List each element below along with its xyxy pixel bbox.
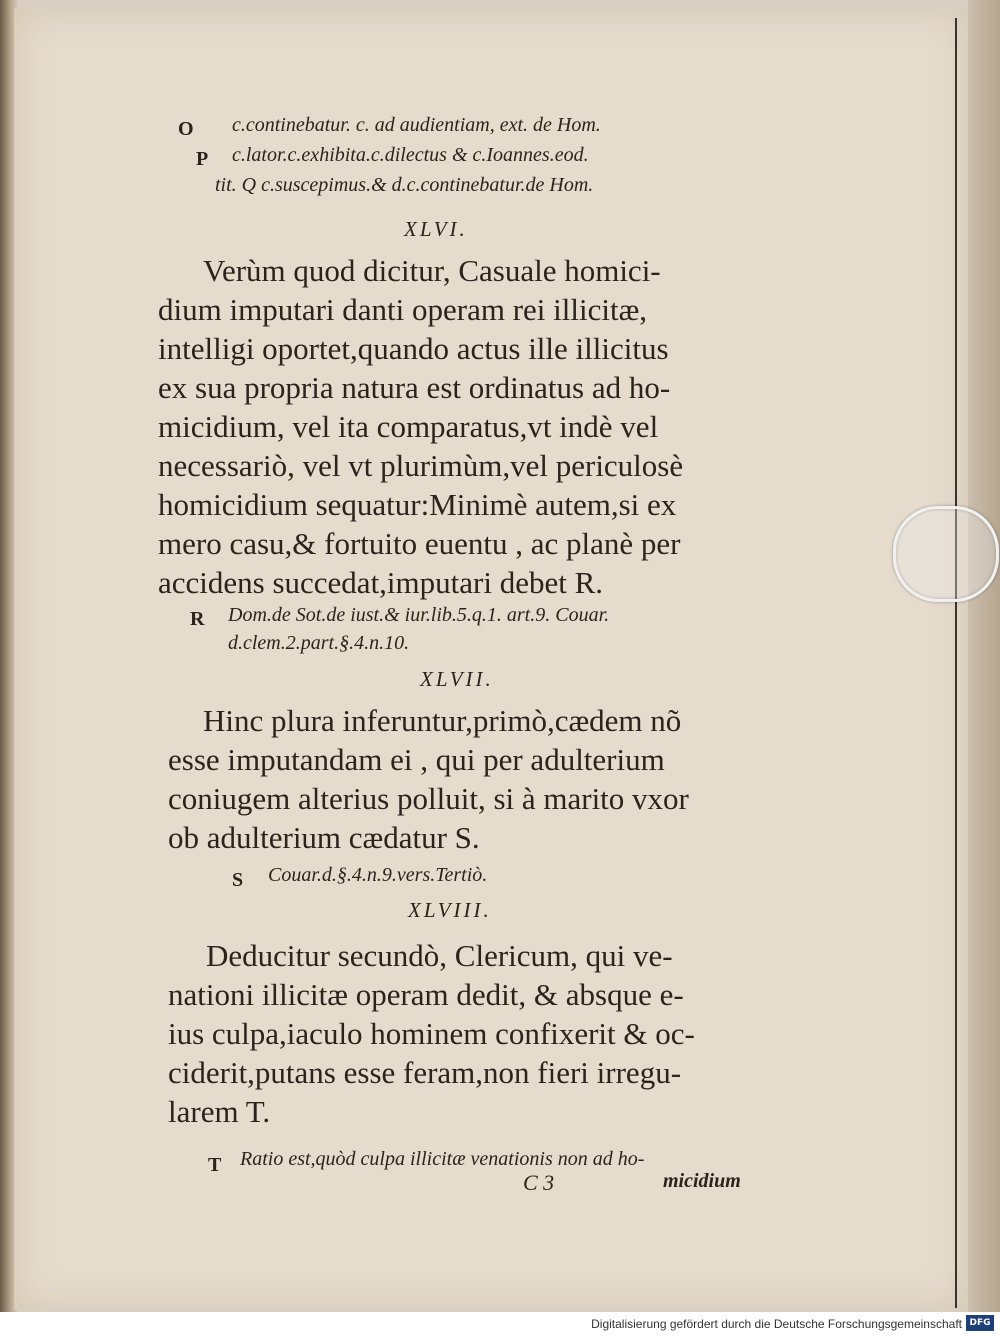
note-marker: T: [208, 1154, 222, 1176]
note-marker: P: [196, 148, 209, 170]
body-line: Deducitur secundò, Clericum, qui ve-: [206, 938, 673, 973]
body-line: homicidium sequatur:Minimè autem,si ex: [158, 487, 677, 522]
note-line: Ratio est,quòd culpa illicitæ venationis non ad ho-: [240, 1148, 645, 1170]
footer-bar: [0, 1312, 1000, 1336]
body-line: accidens succedat,imputari debet R.: [158, 565, 604, 600]
section-heading: XLVI.: [404, 217, 468, 241]
body-line: intelligi oportet,quando actus ille illicitus: [158, 331, 669, 366]
signature-mark: C 3: [523, 1170, 555, 1195]
body-line: micidium, vel ita comparatus,vt indè vel: [158, 409, 659, 444]
section-heading: XLVIII.: [408, 898, 492, 922]
note-marker: S: [232, 869, 244, 891]
body-line: necessariò, vel vt plurimùm,vel periculosè: [158, 448, 684, 483]
note-line: c.continebatur. c. ad audientiam, ext. de Hom.: [232, 114, 601, 136]
body-line: larem T.: [168, 1094, 271, 1129]
body-line: coniugem alterius polluit, si à marito vxor: [168, 781, 689, 816]
dfg-logo-icon: DFG: [966, 1315, 994, 1331]
note-line: c.lator.c.exhibita.c.dilectus & c.Ioannes.eod.: [232, 144, 589, 166]
catchword: micidium: [663, 1170, 741, 1192]
page-edge: [968, 0, 1000, 1312]
note-line: Couar.d.§.4.n.9.vers.Tertiò.: [268, 864, 488, 886]
note-line: tit. Q c.suscepimus.& d.c.continebatur.de Hom.: [215, 174, 594, 196]
footer-funding-text: Digitalisierung gefördert durch die Deutsche Forschungsgemeinschaft: [591, 1317, 962, 1331]
body-line: mero casu,& fortuito euentu , ac planè per: [158, 526, 681, 561]
body-line: ex sua propria natura est ordinatus ad ho-: [158, 370, 671, 405]
section-heading: XLVII.: [420, 667, 494, 691]
page-border-line: [955, 18, 957, 1308]
body-line: ciderit,putans esse feram,non fieri irregu-: [168, 1055, 682, 1090]
body-line: esse imputandam ei , qui per adulterium: [168, 742, 665, 777]
body-line: Verùm quod dicitur, Casuale homici-: [203, 253, 661, 288]
note-marker: O: [178, 118, 194, 140]
body-line: Hinc plura inferuntur,primò,cædem nõ: [203, 703, 682, 738]
body-line: ius culpa,iaculo hominem confixerit & oc-: [168, 1016, 695, 1051]
note-line: Dom.de Sot.de iust.& iur.lib.5.q.1. art.9. Couar.: [228, 604, 610, 626]
body-line: nationi illicitæ operam dedit, & absque e-: [168, 977, 684, 1012]
note-line: d.clem.2.part.§.4.n.10.: [228, 632, 410, 654]
paper-clip-icon: [893, 506, 999, 602]
book-page: [14, 8, 968, 1310]
body-line: dium imputari danti operam rei illicitæ,: [158, 292, 648, 327]
body-line: ob adulterium cædatur S.: [168, 820, 480, 855]
note-marker: R: [190, 608, 205, 630]
